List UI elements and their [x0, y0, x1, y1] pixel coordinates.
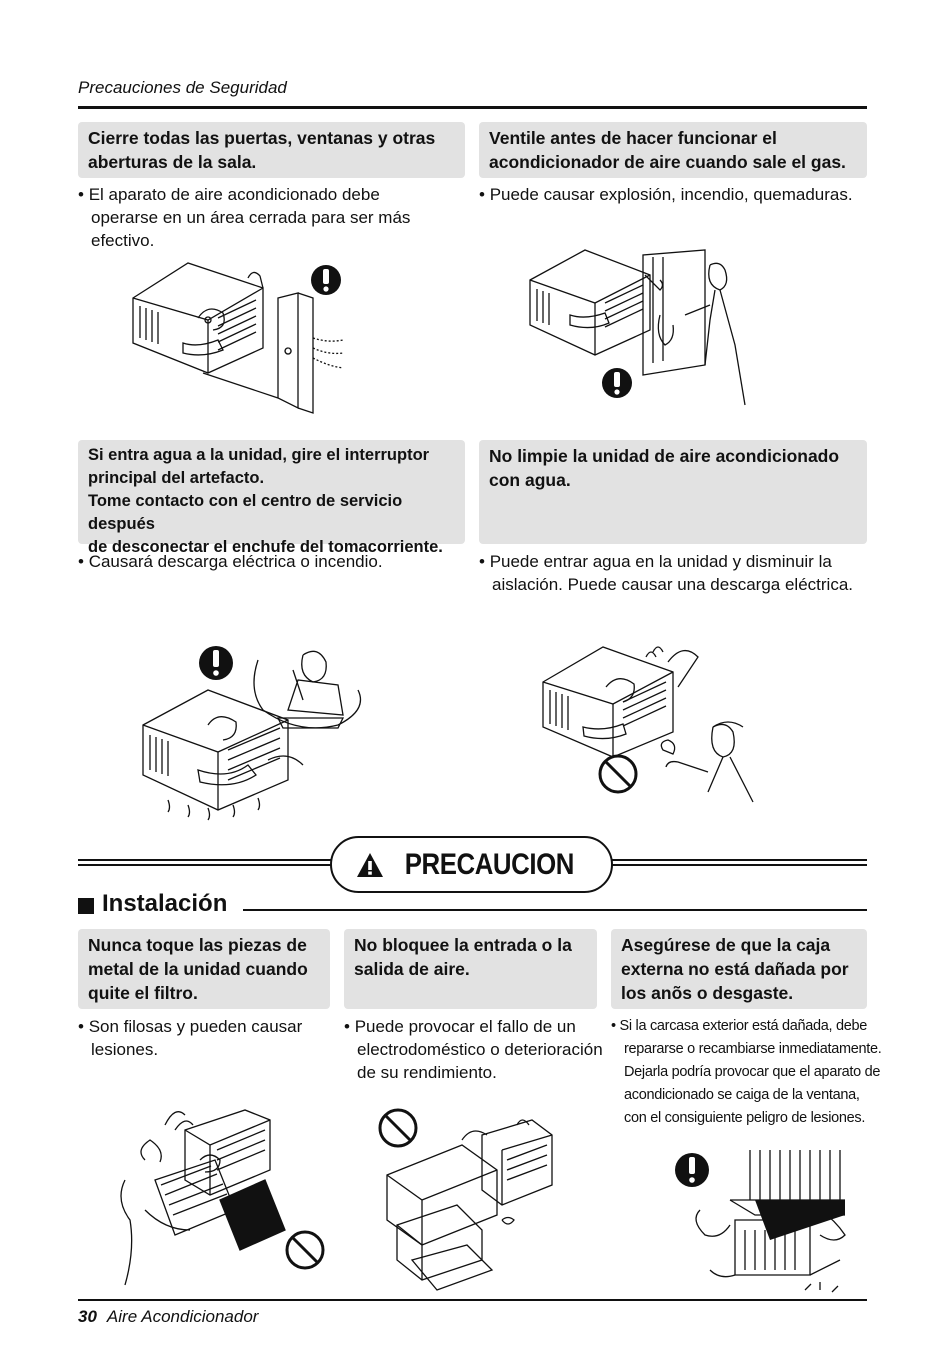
illustration-blocked-airflow — [372, 1095, 572, 1295]
section-4-heading: No limpie la unidad de aire acondicionado con agua. — [479, 440, 867, 544]
installation-rule — [243, 909, 867, 911]
section-2-heading: Ventile antes de hacer funcionar el acondicionador de aire cuando sale el gas. — [479, 122, 867, 178]
installation-item-3-heading: Asegúrese de que la caja externa no está dañada por los anõs o desgaste. — [611, 929, 867, 1009]
section-1-heading: Cierre todas las puertas, ventanas y otras aberturas de la sala. — [78, 122, 465, 178]
banner-rule-right-2 — [612, 864, 867, 866]
section-1-bullet: • El aparato de aire acondicionado debe operarse en un área cerrada para ser más efectivo. — [78, 183, 451, 252]
illustration-damaged-case — [660, 1140, 860, 1300]
installation-title: Instalación — [102, 890, 228, 917]
banner-rule-left-1 — [78, 859, 334, 861]
banner-rule-left-2 — [78, 864, 334, 866]
page-header-title: Precauciones de Seguridad — [78, 78, 287, 97]
section-3-heading — [78, 440, 465, 556]
caution-triangle-icon — [355, 851, 385, 879]
header-rule — [78, 106, 867, 109]
installation-item-1-heading: Nunca toque las piezas de metal de la unidad cuando quite el filtro. — [78, 929, 330, 1009]
illustration-no-water-cleaning — [538, 632, 768, 817]
footer-rule — [78, 1299, 867, 1301]
precaution-banner — [330, 836, 613, 893]
prohibited-icon — [600, 756, 636, 792]
section-3-heading-line-3: Tome contacto con el centro de servicio después — [88, 492, 403, 533]
page-footer — [78, 1307, 258, 1327]
section-3-bullet: • Causará descarga eléctrica o incendio. — [78, 550, 471, 573]
footer-title: Aire Acondicionador — [106, 1307, 259, 1326]
section-4-bullet: • Puede entrar agua en la unidad y disminuir la aislación. Puede causar una descarga eléctrica. — [479, 550, 872, 596]
installation-item-2-bullet: • Puede provocar el fallo de un electrodoméstico o deterioración de su rendimiento. — [344, 1015, 617, 1084]
illustration-closed-door — [128, 258, 358, 418]
section-3-heading-line-1: Si entra agua a la unidad, gire el interruptor — [88, 446, 430, 464]
section-2-bullet: • Puede causar explosión, incendio, quemaduras. — [479, 183, 862, 206]
banner-rule-right-1 — [612, 859, 867, 861]
illustration-ventilate-window — [525, 245, 755, 410]
installation-item-1-bullet: • Son filosas y pueden causar lesiones. — [78, 1015, 343, 1061]
installation-item-3-bullet: • Si la carcasa exterior está dañada, debe repararse o recambiarse inmediatamente. Dejarla podría provocar que el aparato de acondicionado se caiga de la ventana, con el consiguiente peligro de lesiones. — [611, 1015, 882, 1130]
section-3-heading-line-2: principal del artefacto. — [88, 469, 265, 487]
prohibited-icon — [380, 1110, 416, 1146]
section-3-heading-line-4: de desconectar el enchufe del tomacorriente. — [88, 538, 443, 556]
precaution-banner-label: PRECAUCION — [404, 847, 575, 881]
installation-item-2-heading: No bloquee la entrada o la salida de aire. — [344, 929, 597, 1009]
section-marker — [78, 898, 94, 914]
prohibited-icon — [287, 1232, 323, 1268]
illustration-filter-removal — [105, 1100, 335, 1295]
illustration-water-call-service — [138, 640, 373, 820]
page-number: 30 — [78, 1307, 97, 1326]
